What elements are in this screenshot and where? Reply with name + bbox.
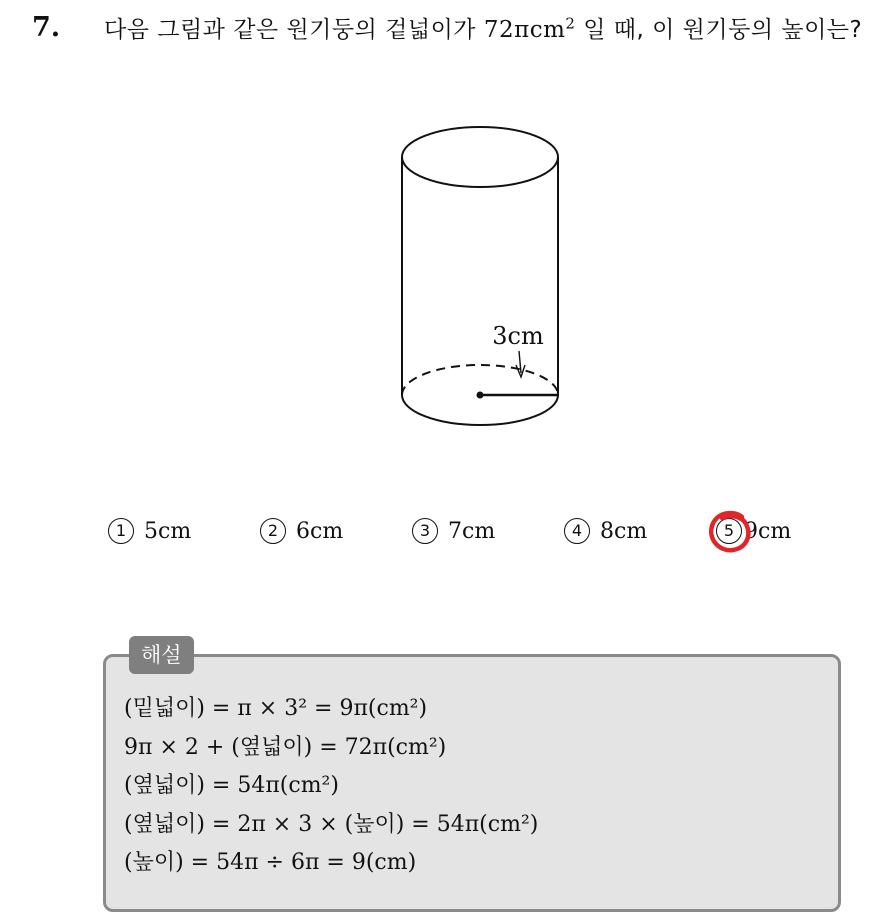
cylinder-top [402, 127, 558, 187]
solution-line-1: (밑넓이) = π × 3² = 9π(cm²) [124, 696, 428, 721]
choice-4-label: 8cm [600, 519, 648, 544]
question-number: 7. [32, 12, 61, 43]
cylinder-figure [390, 115, 580, 445]
solution-line-5: (높이) = 54π ÷ 6π = 9(cm) [124, 850, 417, 875]
question-text [104, 12, 864, 48]
cylinder-bottom-front [402, 395, 558, 425]
choice-1-number: 1 [108, 518, 134, 544]
choice-1-label: 5cm [144, 519, 192, 544]
choice-2[interactable] [260, 518, 343, 544]
choice-4[interactable] [564, 518, 647, 544]
solution-line-2: 9π × 2 + (옆넓이) = 72π(cm²) [124, 734, 447, 760]
solution-line-4: (옆넓이) = 2π × 3 × (높이) = 54π(cm²) [124, 811, 539, 837]
center-point [477, 392, 484, 399]
answer-choices [108, 518, 828, 558]
choice-5-label: 9cm [744, 519, 792, 544]
radius-label: 3cm [492, 322, 544, 350]
choice-2-number: 2 [260, 518, 286, 544]
choice-3-number: 3 [412, 518, 438, 544]
choice-1[interactable] [108, 518, 191, 544]
question-text-after: 일 때, 이 원기둥의 높이는? [575, 17, 863, 43]
choice-5-number: 5 [716, 518, 742, 544]
choice-5[interactable] [716, 518, 791, 544]
question-text-before: 다음 그림과 같은 원기둥의 겉넓이가 [104, 17, 484, 43]
choice-3-label: 7cm [448, 519, 496, 544]
solution-label: 해설 [129, 636, 194, 674]
surface-area-exponent: 2 [565, 14, 576, 33]
surface-area-value: 72πcm [483, 17, 566, 43]
choice-4-number: 4 [564, 518, 590, 544]
choice-2-label: 6cm [296, 519, 344, 544]
solution-line-3: (옆넓이) = 54π(cm²) [124, 773, 339, 798]
choice-3[interactable] [412, 518, 495, 544]
cylinder-bottom-back [402, 365, 558, 395]
solution-lines [124, 690, 538, 883]
